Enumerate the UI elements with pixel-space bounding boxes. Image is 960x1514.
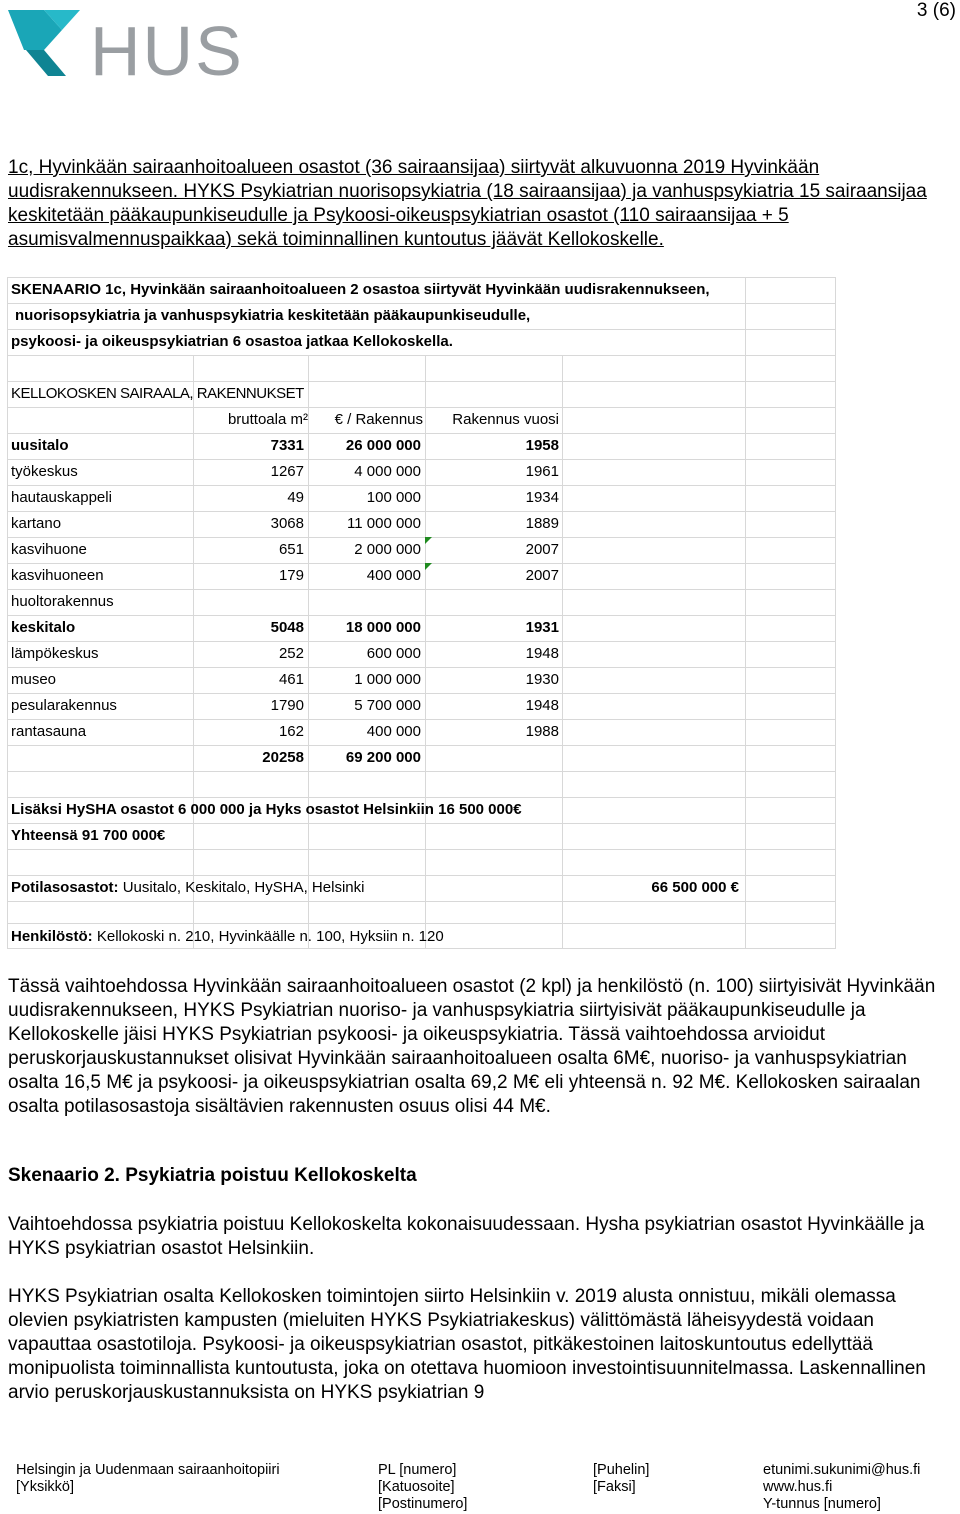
header-cost: € / Rakennus bbox=[334, 411, 423, 428]
intro-paragraph: 1c, Hyvinkään sairaanhoitoalueen osastot (36 sairaansijaa) siirtyvät alkuvuonna 2019 Hyvinkään uudisrakennukseen. HYKS Psykiatrian nuorisopsykiatria (18 sairaansijaa) ja vanhuspsykiatria 15 sairaansijaa keskitetään pääkaupunkiseudulle ja Psykoosi-oikeuspsykiatrian osastot (110 sairaansijaa + 5 asumisvalmennuspaikkaa) sekä toiminnallinen kuntoutus jäävät Kellokoskelle. bbox=[8, 157, 927, 250]
scenario-line: nuorisopsykiatria ja vanhuspsykiatria keskitetään pääkaupunkiseudulle, bbox=[15, 307, 531, 324]
footer-address: PL [numero] [Katuosoite] [Postinumero] bbox=[378, 1462, 468, 1512]
hus-leaf-icon bbox=[4, 4, 94, 84]
table-row: työkeskus 1267 4 000 000 1961 bbox=[11, 463, 559, 480]
table-row: huoltorakennus bbox=[11, 593, 114, 610]
table-header-row bbox=[7, 407, 836, 433]
patient-wards-line: Potilasosastot: Uusitalo, Keskitalo, HySHA, Helsinki 66 500 000 € bbox=[7, 875, 836, 901]
extra-costs-line: Lisäksi HySHA osastot 6 000 000 ja Hyks osastot Helsinkiin 16 500 000€ bbox=[11, 801, 522, 818]
scenario-line: psykoosi- ja oikeuspsykiatrian 6 osastoa jatkaa Kellokoskella. bbox=[11, 333, 453, 350]
page-number: 3 (6) bbox=[916, 0, 956, 21]
patient-wards-sum: 66 500 000 € bbox=[651, 879, 739, 896]
logo-wordmark: HUS bbox=[90, 12, 244, 90]
heading-scenario-2: Skenaario 2. Psykiatria poistuu Kellokoskelta bbox=[8, 1165, 417, 1186]
table-row: lämpökeskus 252 600 000 1948 bbox=[11, 645, 559, 662]
table-row: hautauskappeli 49 100 000 1934 bbox=[11, 489, 559, 506]
hus-logo bbox=[4, 4, 244, 90]
staff-line: Henkilöstö: Kellokoski n. 210, Hyvinkäälle n. 100, Hyksiin n. 120 bbox=[11, 928, 444, 945]
table-row: kartano 3068 11 000 000 1889 bbox=[11, 515, 559, 532]
totals-row bbox=[7, 745, 836, 771]
table-row: keskitalo 5048 18 000 000 1931 bbox=[11, 619, 559, 636]
footer-contact: etunimi.sukunimi@hus.fi www.hus.fi Y-tunnus [numero] bbox=[763, 1462, 921, 1512]
buildings-sheet bbox=[7, 277, 836, 949]
table-row: uusitalo 7331 26 000 000 1958 bbox=[11, 437, 559, 454]
footer-phone: [Puhelin] [Faksi] bbox=[593, 1462, 650, 1495]
paragraph-scenario-2: Vaihtoehdossa psykiatria poistuu Kellokoskelta kokonaisuudessaan. Hysha psykiatrian osastot Hyvinkäälle ja HYKS psykiatrian osastot Helsinkiin. bbox=[8, 1214, 925, 1259]
total-area: 20258 bbox=[262, 749, 304, 766]
paragraph-hyks: HYKS Psykiatrian osalta Kellokosken toimintojen siirto Helsinkiin v. 2019 alusta onnistuu, mikäli olemassa olevien psykiatristen kampusten (mieluiten HYKS Psykiatriakeskus) välittömästä läheisyydestä voidaan vapauttaa osastotiloja. Psykoosi- ja oikeuspsykiatrian osastot, pitkäkestoinen laitoskuntoutus edellyttää monipuolista toiminnallista kuntoutusta, joka on otettava huomioon investointisuunnitelmassa. Laskennallinen arvio peruskorjauskustannuksista on HYKS psykiatrian 9 bbox=[8, 1286, 926, 1403]
header-year: Rakennus vuosi bbox=[452, 411, 559, 428]
scenario-line: SKENAARIO 1c, Hyvinkään sairaanhoitoalueen 2 osastoa siirtyvät Hyvinkään uudisrakennukseen, bbox=[11, 281, 710, 298]
footer-organisation: Helsingin ja Uudenmaan sairaanhoitopiiri [Yksikkö] bbox=[16, 1462, 280, 1495]
total-cost: 69 200 000 bbox=[345, 749, 421, 766]
table-row: rantasauna 162 400 000 1988 bbox=[11, 723, 559, 740]
table-row: kasvihuoneen 179 400 000 2007 bbox=[7, 563, 836, 589]
paragraph-scenario-1c: Tässä vaihtoehdossa Hyvinkään sairaanhoitoalueen osastot (2 kpl) ja henkilöstö (n. 100) siirtyisivät Hyvinkään uudisrakennukseen, HYKS Psykiatrian nuoriso- ja vanhuspsykiatria siirtyisivät pääkaupunkiseudulle ja Kellokoskelle jäisi HYKS Psykiatrian psykoosi- ja oikeuspsykiatria. Tässä vaihtoehdossa arvioidut peruskorjauskustannukset olisivat Hyvinkään sairaanhoitoalueen osalta 6M€, nuoriso- ja vanhuspsykiatrian osalta 16,5 M€ ja psykoosi- ja oikeuspsykiatrian osalta 69,2 M€ eli yhteensä n. 92 M€. Kellokosken sairaalan osalta potilasosastoja sisältävien rakennusten osuus olisi 44 M€. bbox=[8, 976, 936, 1117]
table-row: kasvihuone 651 2 000 000 2007 bbox=[7, 537, 836, 563]
table-row: pesularakennus 1790 5 700 000 1948 bbox=[11, 697, 559, 714]
table-row: museo 461 1 000 000 1930 bbox=[11, 671, 559, 688]
header-area: bruttoala m² bbox=[227, 411, 308, 428]
table-title-row: KELLOKOSKEN SAIRAALA, RAKENNUKSET bbox=[11, 385, 304, 402]
grand-total-line: Yhteensä 91 700 000€ bbox=[11, 827, 166, 844]
